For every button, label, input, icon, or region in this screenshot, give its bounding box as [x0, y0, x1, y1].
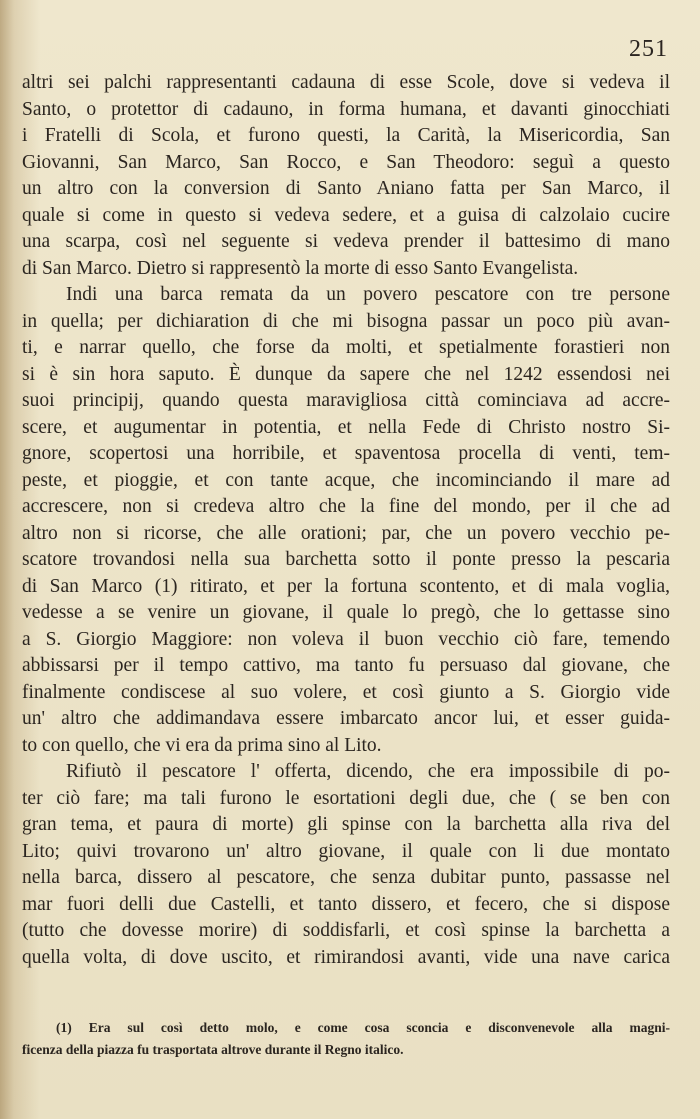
footnote-line: (1) Era sul così detto molo, e come cosa sconcia e disconvenevole alla magni-: [56, 1020, 670, 1035]
footnote: [22, 1017, 670, 1061]
paragraph-first-line: Indi una barca remata da un povero pescatore con tre persone: [66, 284, 670, 305]
paragraph-first-line: Rifiutò il pescatore l' offerta, dicendo, che era impossibile di po-: [66, 761, 670, 782]
text-line: di San Marco. Dietro si rappresentò la morte di esso Santo Evangelista.: [22, 257, 579, 279]
text-line: altro non si ricorse, che alle orationi; par, che un povero vecchio pe-: [22, 522, 670, 544]
text-line: mar fuori delli due Castelli, et tanto dissero, et fecero, che si dispose: [22, 893, 670, 915]
main-text-block: [22, 70, 670, 971]
text-line: una scarpa, così nel seguente si vedeva prender il battesimo di mano: [22, 231, 670, 252]
text-line: altri sei palchi rappresentanti cadauna di esse Scole, dove si vedeva il: [22, 72, 670, 93]
text-line: suoi principij, quando questa maravigliosa città cominciava ad accre-: [22, 390, 670, 411]
text-line: in quella; per dichiaration di che mi bisogna passar un poco più avan-: [22, 310, 670, 332]
text-line: peste, et pioggie, et con tante acque, che incominciando il mare ad: [22, 469, 670, 491]
text-line: nella barca, dissero al pescatore, che senza dubitar punto, passasse nel: [22, 867, 670, 888]
text-line: gnore, scopertosi una horribile, et spaventosa procella di venti, tem-: [22, 443, 670, 464]
text-line: finalmente condiscese al suo volere, et così giunto a S. Giorgio vide: [22, 681, 670, 703]
text-line: ter ciò fare; ma tali furono le esortationi degli due, che ( se ben con: [22, 787, 670, 809]
text-line: si è sin hora saputo. È dunque da sapere che nel 1242 essendosi nei: [22, 363, 670, 385]
text-line: Lito; quivi trovarono un' altro giovane, il quale con li due montato: [22, 840, 670, 862]
text-line: i Fratelli di Scola, et furono questi, la Carità, la Misericordia, San: [22, 125, 670, 146]
text-line: un altro con la conversion di Santo Aniano fatta per San Marco, il: [22, 178, 670, 199]
footnote-line: ficenza della piazza fu trasportata altrove durante il Regno italico.: [22, 1042, 404, 1057]
text-line: a S. Giorgio Maggiore: non voleva il buon vecchio ciò fare, temendo: [22, 628, 670, 650]
text-line: scatore trovandosi nella sua barchetta sotto il ponte presso la pescaria: [22, 549, 670, 570]
text-line: di San Marco (1) ritirato, et per la fortuna scontento, et di mala voglia,: [22, 575, 670, 597]
text-line: quella volta, di dove uscito, et rimirandosi avanti, vide una nave carica: [22, 946, 670, 968]
text-line: accrescere, non si credeva altro che la fine del mondo, per il che ad: [22, 496, 670, 517]
text-line: gran tema, et paura di morte) gli spinse con la barchetta alla riva del: [22, 814, 670, 835]
text-line: Giovanni, San Marco, San Rocco, e San Theodoro: seguì a questo: [22, 151, 670, 173]
text-line: (tutto che dovesse morire) di soddisfarli, et così spinse la barchetta a: [22, 920, 670, 941]
text-line: to con quello, che vi era da prima sino al Lito.: [22, 734, 382, 756]
text-line: vedesse a se venire un giovane, il quale lo pregò, che lo gettasse sino: [22, 602, 670, 623]
text-line: Santo, o protettor di cadauno, in forma humana, et davanti ginocchiati: [22, 98, 670, 120]
text-line: quale si come in questo si vedeva sedere, et a guisa di calzolaio cucire: [22, 204, 670, 226]
page-number: 251: [629, 36, 668, 62]
text-line: ti, e narrar quello, che forse da molti, et spetialmente forastieri non: [22, 337, 670, 358]
text-line: abbissarsi per il tempo cattivo, ma tanto fu persuaso dal giovane, che: [22, 655, 670, 676]
text-line: un' altro che addimandava essere imbarcato ancor lui, et esser guida-: [22, 708, 670, 729]
text-line: scere, et augumentar in potentia, et nella Fede di Christo nostro Si-: [22, 416, 670, 438]
